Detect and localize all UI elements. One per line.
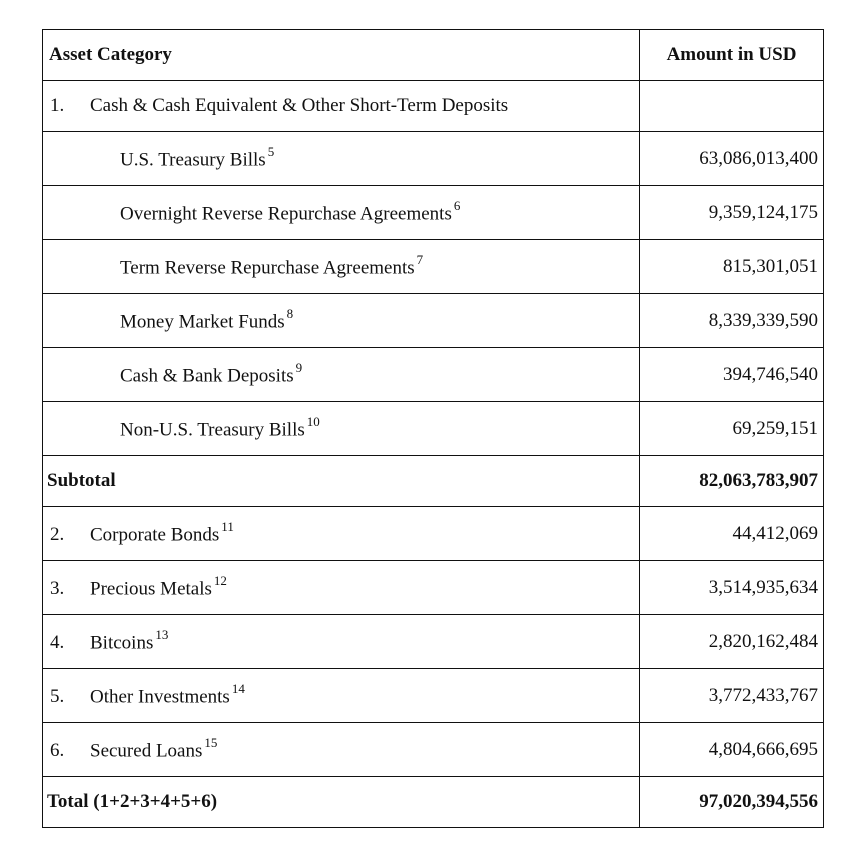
section-cash-label (43, 81, 640, 132)
subitem-label: Term Reverse Repurchase Agreements $^7$ (43, 240, 640, 294)
section-row (43, 81, 824, 132)
table-row (43, 186, 824, 240)
table-row (43, 348, 824, 402)
item-amount: 3,514,935,634 (640, 561, 824, 615)
subitem-label: U.S. Treasury Bills $^5$ (43, 132, 640, 186)
footnote-ref: 9 (295, 359, 303, 375)
table-row (43, 402, 824, 456)
footnote-ref: 14 (231, 680, 245, 696)
footnote-ref: 8 (286, 305, 294, 321)
footnote-ref: 7 (416, 251, 424, 267)
item-label: 6. Secured Loans $^{15}$ (43, 723, 640, 777)
subitem-amount: 394,746,540 (640, 348, 824, 402)
item-label: 3. Precious Metals $^{12}$ (43, 561, 640, 615)
total-label: Total (1+2+3+4+5+6) (43, 777, 640, 828)
footnote-ref: 15 (204, 734, 218, 750)
subitem-label: Cash & Bank Deposits $^9$ (43, 348, 640, 402)
table-row (43, 561, 824, 615)
subitem-label: Overnight Reverse Repurchase Agreements $^6$ (43, 186, 640, 240)
subitem-amount: 815,301,051 (640, 240, 824, 294)
item-label: 5. Other Investments $^{14}$ (43, 669, 640, 723)
item-amount: 4,804,666,695 (640, 723, 824, 777)
footnote-ref: 5 (267, 143, 275, 159)
item-amount: 3,772,433,767 (640, 669, 824, 723)
subtotal-label: Subtotal (43, 456, 640, 507)
item-label: 4. Bitcoins $^{13}$ (43, 615, 640, 669)
subitem-amount: 63,086,013,400 (640, 132, 824, 186)
footnote-ref: 13 (155, 626, 169, 642)
asset-table (42, 29, 824, 828)
footnote-ref: 12 (213, 572, 227, 588)
header-amount: Amount in USD (640, 30, 824, 81)
subitem-amount: 9,359,124,175 (640, 186, 824, 240)
item-label: 2. Corporate Bonds $^{11}$ (43, 507, 640, 561)
item-amount: 2,820,162,484 (640, 615, 824, 669)
item-amount: 44,412,069 (640, 507, 824, 561)
total-amount: 97,020,394,556 (640, 777, 824, 828)
header-row (43, 30, 824, 81)
subitem-amount: 8,339,339,590 (640, 294, 824, 348)
header-asset-category: Asset Category (43, 30, 640, 81)
table-row (43, 240, 824, 294)
section-amount-empty (640, 81, 824, 132)
subitem-amount: 69,259,151 (640, 402, 824, 456)
subitem-label: Non-U.S. Treasury Bills $^{10}$ (43, 402, 640, 456)
footnote-ref: 6 (453, 197, 461, 213)
table-row (43, 669, 824, 723)
subtotal-amount: 82,063,783,907 (640, 456, 824, 507)
section-label: Cash & Cash Equivalent & Other Short-Term Deposits (90, 95, 509, 116)
footnote-ref: 11 (221, 518, 234, 534)
table-row (43, 294, 824, 348)
footnote-ref: 10 (306, 413, 320, 429)
subtotal-row (43, 456, 824, 507)
section-number: 1. (50, 95, 65, 116)
table-row (43, 615, 824, 669)
table-row (43, 132, 824, 186)
table-row (43, 723, 824, 777)
subitem-label: Money Market Funds $^8$ (43, 294, 640, 348)
table-row (43, 507, 824, 561)
total-row (43, 777, 824, 828)
